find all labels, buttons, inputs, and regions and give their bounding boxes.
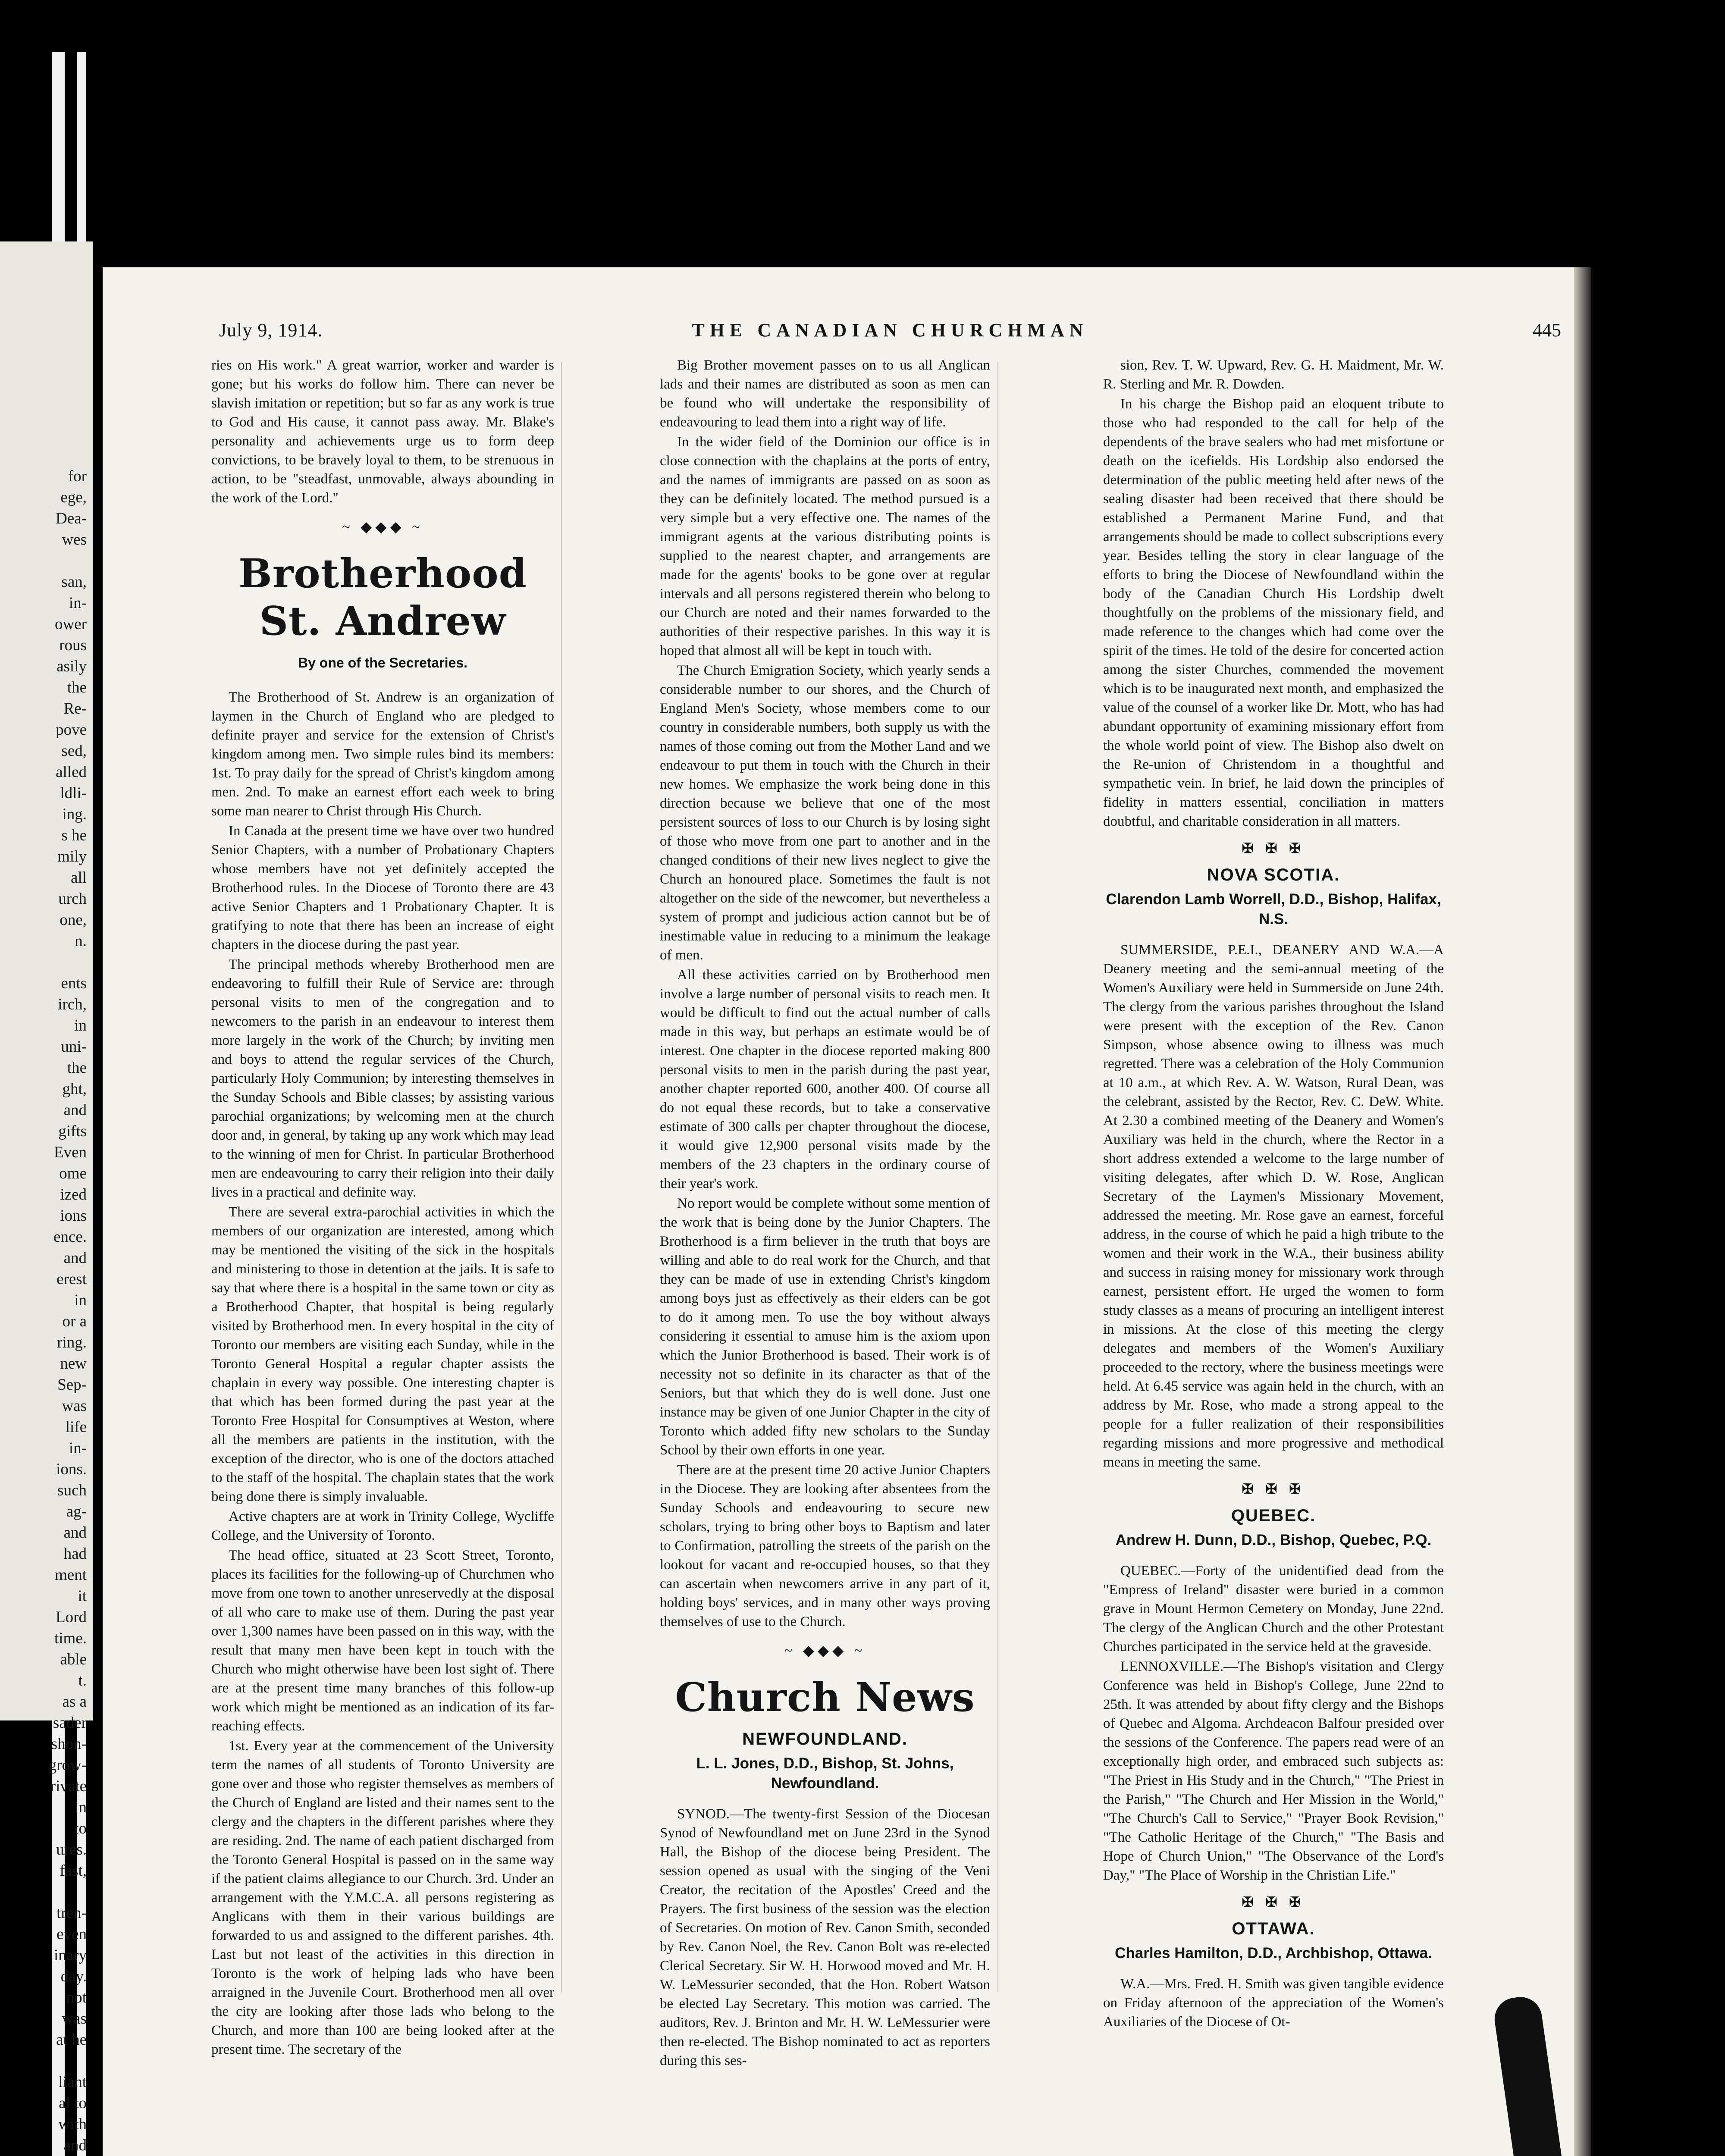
margin-fragment: even: [56, 1925, 87, 1943]
margin-fragment: alled: [56, 763, 87, 781]
brotherhood-paragraph: The head office, situated at 23 Scott Street, Toronto, places its facilities for the following-up of Churchmen who move from one town to another unreservedly at the disposal of all who care to make use of them. During the past year over 1,300 names have been passed on in this way, with the result that many men have been kept in touch with the Church who might otherwise have been lost sight of. There are at the present time many branches of this follow-up work which might be mentioned as an indication of its far-reaching effects.: [211, 1548, 554, 1734]
margin-fragment: ions.: [56, 1460, 87, 1478]
synod-paragraph: SYNOD.—The twenty-first Session of the Diocesan Synod of Newfoundland met on June 23rd in the Synod Hall, the Bishop of the diocese being President. The session opened as usual with the singing of the Veni Creator, the recitation of the Apostles' Creed and the Prayers. The first business of the session was the election of Secretaries. On motion of Rev. Canon Smith, seconded by Rev. Canon Noel, the Rev. Canon Bolt was re-elected Clerical Secretary. Sir W. H. Horwood moved and Mr. H. W. LeMessurier seconded, that the Hon. Robert Watson be elected Lay Secretary. This motion was carried. The auditors, Rev. J. Brinton and Mr. H. W. LeMessurier were then re-elected. The Bishop nominated to act as reporters during this ses-: [660, 1806, 990, 2068]
section-title: Brotherhood St. Andrew: [238, 550, 527, 644]
margin-fragment: t.: [78, 1672, 87, 1689]
margin-fragment: in: [74, 1017, 87, 1034]
page-number: 445: [1533, 320, 1561, 341]
newfoundland-continued-paragraph: In his charge the Bishop paid an eloquent tribute to those who had responded to the call for help of the dependents of the brave sealers who had met misfortune or death on the icefields. His Lordship also endorsed the determination of the public meeting held after news of the sealing disaster had been received that there should be established a Permanent Marine Fund, and that arrangements should be made to collect subscriptions every year. Besides telling the story in clear language of the efforts to bring the Diocese of Newfoundland within the body of the Canadian Church His Lordship dwelt thoughtfully on the problems of the missionary field, and made reference to the changes which had come over the spirit of the times. He told of the desire for concerted action among the sister Churches, commended the movement which is to be inaugurated next month, and emphasized the value of the counsel of a worker like Dr. Mott, who has had abundant opportunity of examining missionary effort from the whole world point of view. The Bishop also dwelt on the Re-union of Christendom in a thoughtful and sympathetic vein. In brief, he laid down the principles of fidelity in matters essential, conciliation in matters doubtful, and charitable consideration in all matters.: [1103, 396, 1444, 829]
margin-fragment: ome: [59, 1165, 87, 1182]
church-news-title: Church News: [675, 1674, 975, 1720]
newfoundland-continued-paragraph: sion, Rev. T. W. Upward, Rev. G. H. Maidment, Mr. W. R. Sterling and Mr. R. Dowden.: [1103, 357, 1444, 392]
margin-fragment: it: [78, 1587, 87, 1605]
stars-separator-1: ✠ ✠ ✠: [1242, 840, 1305, 856]
margin-fragment: and: [63, 1524, 87, 1542]
ornament-divider-2: ~ ◆◆◆ ~: [784, 1643, 866, 1659]
margin-fragment: in: [74, 1291, 87, 1309]
margin-fragment: ence.: [53, 1228, 87, 1246]
margin-fragment: Sep-: [57, 1376, 87, 1394]
margin-fragment: new: [60, 1355, 87, 1373]
margin-fragment: with: [58, 2115, 87, 2133]
margin-fragment: ized: [60, 1186, 87, 1203]
margin-fragment: sed,: [61, 742, 87, 760]
margin-fragment: Re-: [63, 700, 87, 718]
brotherhood-paragraph: The principal methods whereby Brotherhood men are endeavoring to fulfill their Rule of Service are: through personal visits to men of the congregation and to newcomers to the parish in an endeavour to interest them more largely in the work of the Church; by inviting men and boys to attend the regular services of the Church, particularly Holy Communion; by interesting themselves in the Sunday Schools and Bible classes; by assisting various parochial organizations; by welcoming men at the church door and, in general, by taking up any work which may lead to the winning of men for Christ. In particular Brotherhood men are endeavouring to carry their religion into their daily lives in a practical and definite way.: [211, 957, 554, 1200]
margin-fragment: [0, 550, 93, 571]
margin-fragment: rous: [59, 636, 87, 654]
margin-fragment: and: [63, 2137, 87, 2154]
brotherhood-continued-paragraph: There are at the present time 20 active Junior Chapters in the Diocese. They are looking after absentees from the Sunday Schools and endeavouring to secure new scholars, trying to bring other boys to Baptism and later to Confirmation, patrolling the streets of the parish on the lookout for vacant and re-occupied houses, so that they can ascertain when newcomers arrive in any part of it, holding boys' services, and in many other ways proving themselves of use to the Church.: [660, 1462, 990, 1630]
margin-fragment: time.: [54, 1630, 87, 1647]
brotherhood-paragraph: In Canada at the present time we have over two hundred Senior Chapters, with a number of Probationary Chapters whose members have not yet definitely accepted the Brotherhood rules. In the Diocese of Toronto there are 43 active Senior Chapters and 1 Probationary Chapter. It is gratifying to note that there has been an increase of eight chapters in the diocese during the past year.: [211, 823, 554, 953]
column-2: [660, 356, 990, 2071]
margin-fragment: san,: [61, 573, 87, 591]
margin-fragment: shon-: [51, 1735, 87, 1753]
newfoundland-heading: NEWFOUNDLAND.: [742, 1730, 908, 1749]
margin-fragment: the: [67, 679, 87, 696]
quebec-heading: QUEBEC.: [1231, 1506, 1316, 1525]
quebec-paragraph: QUEBEC.—Forty of the unidentified dead from the "Empress of Ireland" disaster were buried in a common grave in Mount Hermon Cemetery on Monday, June 22nd. The clergy of the Anglican Church and the other Protestant Churches participated in the service held at the graveside.: [1103, 1563, 1444, 1655]
margin-fragment: [0, 2050, 93, 2071]
margin-fragment: in: [74, 1799, 87, 1816]
issue-date: July 9, 1914.: [219, 320, 323, 341]
column-divider-2: [997, 362, 998, 1992]
margin-fragment: al to: [59, 2094, 87, 2112]
margin-fragment: gifts: [58, 1122, 87, 1140]
newspaper-page: [103, 267, 1574, 2156]
margin-fragment: ment: [55, 1566, 87, 1584]
margin-fragment: to: [74, 1820, 87, 1837]
margin-fragment: Even: [53, 1144, 87, 1161]
ottawa-archbishop: Charles Hamilton, D.D., Archbishop, Ottawa.: [1115, 1945, 1432, 1962]
margin-fragment: ents: [61, 975, 87, 992]
margin-fragment: mily: [57, 848, 87, 865]
margin-fragment: asily: [56, 658, 87, 675]
column-divider-1: [561, 362, 562, 1992]
margin-fragment: s he: [61, 827, 87, 844]
nova-scotia-bishop: Clarendon Lamb Worrell, D.D., Bishop, Halifax, N.S.: [1106, 891, 1441, 928]
margin-fragment: day.: [60, 1968, 87, 1985]
margin-fragment: ures.: [56, 1841, 87, 1858]
quebec-bishop: Andrew H. Dunn, D.D., Bishop, Quebec, P.Q.: [1115, 1532, 1432, 1548]
margin-fragment: fast,: [60, 1862, 87, 1880]
summerside-paragraph: SUMMERSIDE, P.E.I., DEANERY AND W.A.—A Deanery meeting and the semi-annual meeting of the Women's Auxiliary were held in Summerside on June 24th. The clergy from the various parishes throughout the Island were present with the exception of the Rev. Canon Simpson, whose absence owing to illness was much regretted. There was a celebration of the Holy Communion at 10 a.m., at which Rev. A. W. Watson, Rural Dean, was the celebrant, assisted by the Rector, Rev. C. DeW. White. At 2.30 a combined meeting of the Deanery and Women's Auxiliary was held in the church, where the Rector in a short address extended a welcome to the large number of visiting delegates, after which D. W. Rose, Anglican Secretary of the Laymen's Missionary Movement, addressed the meeting. Mr. Rose gave an earnest, forceful address, in the course of which he paid a high tribute to the women and their work in the W.A., their business ability and success in raising money for missionary work through earnest, persistent effort. He urged the women to form study classes as a means of procuring an intelligent interest in missions. At the close of this meeting the clergy delegates and members of the Women's Auxiliary proceeded to the rectory, where the business meetings were held. At 6.45 service was again held in the church, with an address by Mr. Rose, who made a strong appeal to the people for a fuller realization of their responsibilities regarding missions and more progressive and methodical means in meeting the same.: [1103, 942, 1444, 1470]
margin-fragment: ring.: [57, 1334, 87, 1351]
margin-fragment: uni-: [61, 1038, 87, 1056]
margin-fragment: ions: [60, 1207, 87, 1225]
margin-fragment: [0, 1881, 93, 1902]
margin-fragment: ege,: [60, 489, 87, 506]
ottawa-paragraph: W.A.—Mrs. Fred. H. Smith was given tangible evidence on Friday afternoon of the appreciation of the Women's Auxiliaries of the Diocese of Ot-: [1103, 1976, 1444, 2030]
brotherhood-continued-paragraph: All these activities carried on by Brotherhood men involve a large number of personal visits to reach men. It would be difficult to find out the actual number of calls made in this way, but perhaps an estimate would be of interest. One chapter in the diocese reported making 800 personal visits to men in the parish during the past year, another chapter reported 600, another 400. Of course all do not equal these records, but to take a conservative estimate of 300 calls per chapter throughout the diocese, it would give 12,900 personal visits made by the members of the 23 chapters in the ordinary course of their year's work.: [660, 967, 990, 1191]
margin-fragment: sader: [53, 1714, 87, 1732]
margin-fragment: ag-: [66, 1503, 87, 1520]
stars-separator-2: ✠ ✠ ✠: [1242, 1481, 1305, 1497]
margin-fragment: irch,: [58, 996, 87, 1013]
newfoundland-bishop: L. L. Jones, D.D., Bishop, St. Johns, Newfoundland.: [696, 1755, 954, 1792]
margin-fragment: such: [57, 1482, 87, 1499]
margin-fragment: [0, 952, 93, 973]
margin-fragment: rivate: [50, 1777, 87, 1795]
margin-fragment: liant: [58, 2073, 87, 2091]
margin-fragment: for: [68, 467, 87, 485]
margin-fragment: all: [71, 869, 87, 887]
margin-fragment: grow-: [48, 1756, 87, 1774]
margin-fragment: ght,: [62, 1080, 87, 1098]
margin-fragment: was: [62, 2010, 87, 2028]
brotherhood-paragraph: Active chapters are at work in Trinity College, Wycliffe College, and the University of Toronto.: [211, 1509, 554, 1543]
margin-fragment: the: [67, 1059, 87, 1077]
margin-fragment: Dea-: [56, 510, 87, 527]
brotherhood-paragraph: The Brotherhood of St. Andrew is an organization of laymen in the Church of England who are pledged to definite prayer and service for the extension of Christ's kingdom among men. Two simple rules bind its members: 1st. To pray daily for the spread of Christ's kingdom among men. 2nd. To make an earnest effort each week to bring some man nearer to Christ through His Church.: [211, 689, 554, 819]
margin-fragment: and: [63, 1101, 87, 1119]
nova-scotia-heading: NOVA SCOTIA.: [1207, 865, 1340, 884]
margin-fragment: in-: [69, 594, 87, 612]
margin-fragment: in-: [69, 1439, 87, 1457]
stars-separator-3: ✠ ✠ ✠: [1242, 1894, 1305, 1910]
masthead-title: THE CANADIAN CHURCHMAN: [692, 320, 1088, 341]
margin-fragment: ower: [55, 615, 87, 633]
brotherhood-continued-paragraph: Big Brother movement passes on to us all Anglican lads and their names are distributed as soon as men can be found who will undertake the responsibility of endeavouring to lead them into a right way of life.: [660, 357, 990, 430]
margin-fragment: at he: [56, 2031, 87, 2049]
margin-fragment: ing.: [62, 805, 87, 823]
previous-page-fragment: [0, 241, 93, 2154]
byline: By one of the Secretaries.: [298, 655, 468, 671]
margin-fragment: pove: [56, 721, 87, 739]
margin-fragment: not: [66, 1989, 87, 2006]
page-edge-shadow: [1574, 267, 1591, 2156]
margin-fragment: ldli-: [60, 784, 87, 802]
margin-fragment: was: [62, 1397, 87, 1415]
margin-fragment: life: [65, 1418, 87, 1436]
margin-fragment: had: [63, 1545, 87, 1563]
column-3-body: [1103, 356, 1444, 831]
margin-fragment: able: [60, 1651, 87, 1668]
margin-fragment: tren-: [56, 1904, 87, 1922]
margin-fragment: urch: [58, 890, 87, 908]
margin-fragment: or a: [62, 1313, 87, 1330]
ornament-divider: ~ ◆◆◆ ~: [342, 519, 423, 535]
margin-fragment: wes: [62, 531, 87, 548]
brotherhood-paragraph: 1st. Every year at the commencement of the University term the names of all students of Toronto University are gone over and those who register themselves as members of the Church of England are listed and their names sent to the clergy and the chapters in the different parishes where they are residing. 2nd. The name of each patient discharged from the Toronto General Hospital is passed on in the same way if the patient claims allegiance to our Church. 3rd. Under an arrangement with the Y.M.C.A. all persons registering as Anglicans with them in their various buildings are forwarded to us and assigned to the different parishes. 4th. Last but not least of the activities in this direction in Toronto is the work of helping lads who have been arraigned in the Juvenile Court. Brotherhood men all over the city are looking after those lads who belong to the Church, and more than 100 are being looked after at the present time. The secretary of the: [211, 1738, 554, 2057]
column-1: [211, 356, 554, 2060]
opening-paragraph: ries on His work." A great warrior, worker and warder is gone; but his works do follow him. There can never be slavish imitation or repetition; but so far as any work is true to God and His cause, it cannot pass away. Mr. Blake's personality and achievements urge us to form deep convictions, to be bravely loyal to them, to be strenuous in action, to be "steadfast, unmovable, always abounding in the work of the Lord.": [211, 357, 554, 506]
brotherhood-continued-paragraph: No report would be complete without some mention of the work that is being done by the Junior Chapters. The Brotherhood is a firm believer in the truth that boys are willing and able to do real work for the Church, and that they can be made of use in extending Christ's kingdom among boys just as effectively as their elders can be got to do it among men. To use the boy without always considering it essential to amuse him is the axiom upon which the Junior Brotherhood is based. Their work is of necessity not so definite in its character as that of the Seniors, but that which they do is well done. Just one instance may be given of one Junior Chapter in the city of Toronto which added fifty new scholars to the Sunday School by their own efforts in one year.: [660, 1196, 990, 1458]
margin-fragment: n.: [75, 932, 87, 950]
column-3: [1103, 356, 1444, 2032]
margin-fragment: inary: [53, 1946, 87, 1964]
brotherhood-continued-paragraph: The Church Emigration Society, which yearly sends a considerable number to our shores, and the Church of England Men's Society, whose members come to our country in considerable numbers, both supply us with the names of those coming out from the Mother Land and we endeavour to put them in touch with the Church in their new homes. We emphasize the work being done in this direction because we believe that one of the most persistent sources of loss to our Church is by losing sight of those who move from one part to another and in the changed conditions of their new lives neglect to give the Church an honoured place. Sometimes the fault is not altogether on the side of the newcomer, but nevertheless a system of prompt and judicious action cannot but be of inestimable value in reducing to a minimum the leakage of men.: [660, 663, 990, 963]
brotherhood-continued-paragraph: In the wider field of the Dominion our office is in close connection with the chaplains at the ports of entry, and the names of immigrants are passed on as soon as they can be definitely located. The method pursued is a very simple but a very effective one. The names of the immigrant agents at the various distributing points is supplied to the nearest chapter, and arrangements are made for the agents' books to be gone over at regular intervals and all persons registered therein who belong to our Church are noted and their names forwarded to the authorities of their respective parishes. In this way it is hoped that almost all will be kept in touch with.: [660, 434, 990, 658]
brotherhood-paragraph: There are several extra-parochial activities in which the members of our organization are interested, among which may be mentioned the visiting of the sick in the hospitals and ministering to those in detention at the jails. It is safe to say that where there is a hospital in the same town or city as a Brotherhood Chapter, that hospital is being regularly visited by Brotherhood men. In every hospital in the city of Toronto our members are visiting each Sunday, while in the Toronto General Hospital a regular chapter assists the chaplain in every way possible. One interesting chapter is that which has been formed during the past year at the Toronto Free Hospital for Consumptives at Weston, where all the members are patients in the institution, with the exception of the director, who is one of the doctors attached to the staff of the hospital. The chaplain states that the work being done there is simply invaluable.: [211, 1204, 554, 1504]
margin-fragments: [0, 241, 93, 2156]
margin-fragment: erest: [56, 1270, 87, 1288]
ottawa-heading: OTTAWA.: [1232, 1919, 1315, 1938]
margin-fragment: one,: [60, 911, 87, 929]
column-2-body: [660, 356, 990, 1631]
margin-fragment: Lord: [56, 1608, 87, 1626]
column-1-body: [211, 688, 554, 2059]
margin-fragment: and: [63, 1249, 87, 1267]
running-head: [219, 319, 1561, 345]
margin-fragment: as a: [62, 1693, 87, 1711]
lennoxville-paragraph: LENNOXVILLE.—The Bishop's visitation and Clergy Conference was held in Bishop's College, June 22nd to 25th. It was attended by about fifty clergy and the Bishops of Quebec and Algoma. Archdeacon Balfour presided over the sessions of the Conference. The papers read were of an exceptionally high order, and embraced such subjects as: "The Priest in His Study and in the Church," "The Priest in the Parish," "The Church and Her Mission in the World," "The Church's Call to Service," "Prayer Book Revision," "The Catholic Heritage of the Church," "The Basis and Hope of Church Union," "The Observance of the Lord's Day," "The Place of Worship in the Christian Life.": [1103, 1659, 1444, 1883]
